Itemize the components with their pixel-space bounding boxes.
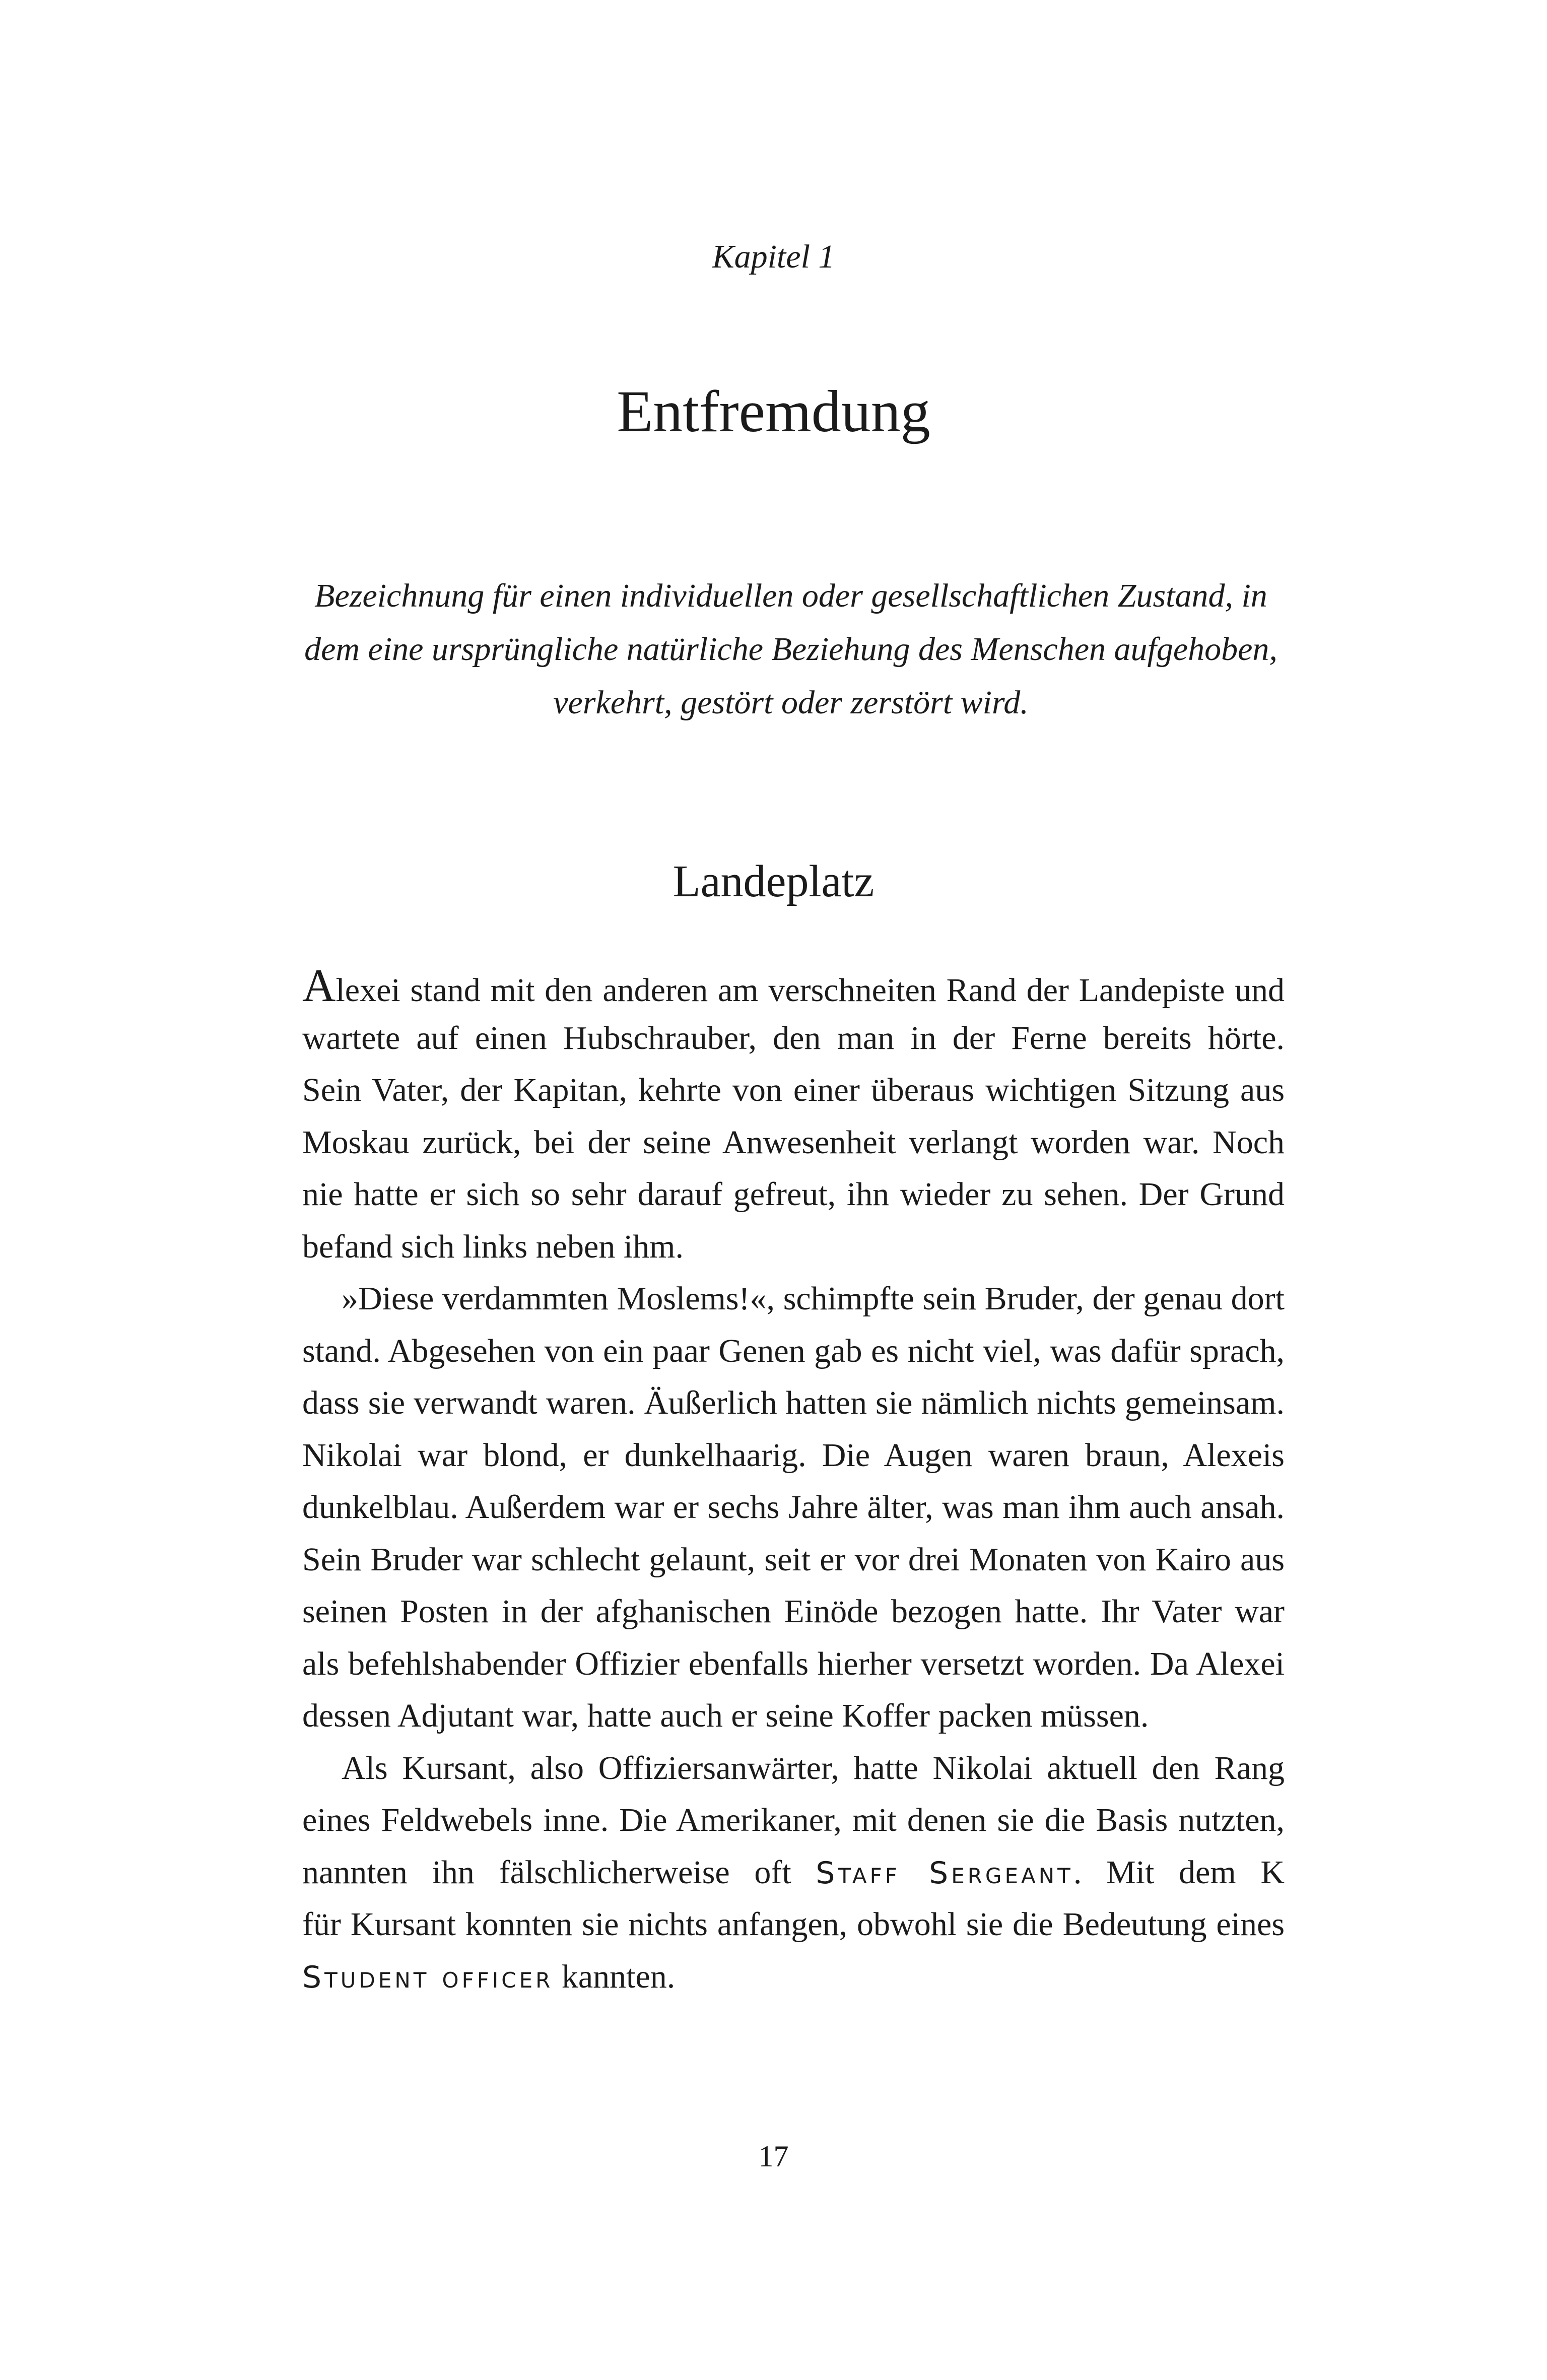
- body-line: Sein Vater, der Kapitan, kehrte von einer überaus wichtigen Sitzung aus: [302, 1072, 1285, 1108]
- body-line-text: kannten.: [553, 1958, 676, 1995]
- body-line: befand sich links neben ihm.: [302, 1228, 684, 1265]
- body-line: [302, 1951, 1285, 2003]
- body-line: eines Feldwebels inne. Die Amerikaner, mit denen sie die Basis nutzten,: [302, 1802, 1285, 1838]
- chapter-title: Entfremdung: [617, 378, 930, 444]
- epigraph-line: verkehrt, gestört oder zerstört wird.: [553, 684, 1029, 721]
- body-line: für Kursant konnten sie nichts anfangen, obwohl sie die Bedeutung eines: [302, 1906, 1285, 1943]
- epigraph-line: dem eine ursprüngliche natürliche Beziehung des Menschen aufgehoben,: [304, 631, 1277, 668]
- body-line: als befehlshabender Offizier ebenfalls hierher versetzt worden. Da Alexei: [302, 1645, 1285, 1682]
- chapter-label: Kapitel 1: [712, 238, 835, 275]
- body-line: [302, 1846, 1285, 1899]
- body-line: Als Kursant, also Offiziersanwärter, hatte Nikolai aktuell den Rang: [342, 1749, 1285, 1787]
- section-title: Landeplatz: [672, 856, 875, 906]
- body-line: wartete auf einen Hubschrauber, den man in der Ferne bereits hörte.: [302, 1019, 1285, 1056]
- body-line: Sein Bruder war schlecht gelaunt, seit er vor drei Monaten von Kairo aus: [302, 1541, 1285, 1578]
- page-number: 17: [758, 2140, 789, 2173]
- small-caps-term: Staff Sergeant: [816, 1855, 1073, 1891]
- epigraph: [297, 569, 1285, 730]
- body-line: dass sie verwandt waren. Äußerlich hatten sie nämlich nichts gemeinsam.: [302, 1384, 1285, 1421]
- body-line: Moskau zurück, bei der seine Anwesenheit verlangt worden war. Noch: [302, 1123, 1285, 1161]
- body-line: nie hatte er sich so sehr darauf gefreut, ihn wieder zu sehen. Der Grund: [302, 1176, 1285, 1213]
- body-line: dunkelblau. Außerdem war er sechs Jahre älter, was man ihm auch ansah.: [302, 1489, 1285, 1526]
- body-line-text: nannten ihn fälschlicherweise oft: [302, 1854, 816, 1891]
- body-line: stand. Abgesehen von ein paar Genen gab es nicht viel, was dafür sprach,: [302, 1332, 1285, 1369]
- drop-cap: A: [302, 960, 336, 1011]
- epigraph-line: Bezeichnung für einen individuellen oder gesellschaftlichen Zustand, in: [314, 577, 1267, 614]
- small-caps-term: Student officer: [302, 1959, 554, 1995]
- body-text: [302, 960, 1285, 2003]
- body-line: Nikolai war blond, er dunkelhaarig. Die Augen waren braun, Alexeis: [302, 1436, 1285, 1474]
- body-line-text: . Mit dem K: [1073, 1854, 1285, 1891]
- body-line: seinen Posten in der afghanischen Einöde bezogen hatte. Ihr Vater war: [302, 1593, 1285, 1630]
- body-line: [302, 960, 1285, 1012]
- body-line-text: lexei stand mit den anderen am verschneiten Rand der Landepiste und: [335, 972, 1285, 1009]
- body-line: dessen Adjutant war, hatte auch er seine Koffer packen müssen.: [302, 1697, 1149, 1734]
- body-line: »Diese verdammten Moslems!«, schimpfte sein Bruder, der genau dort: [342, 1280, 1285, 1317]
